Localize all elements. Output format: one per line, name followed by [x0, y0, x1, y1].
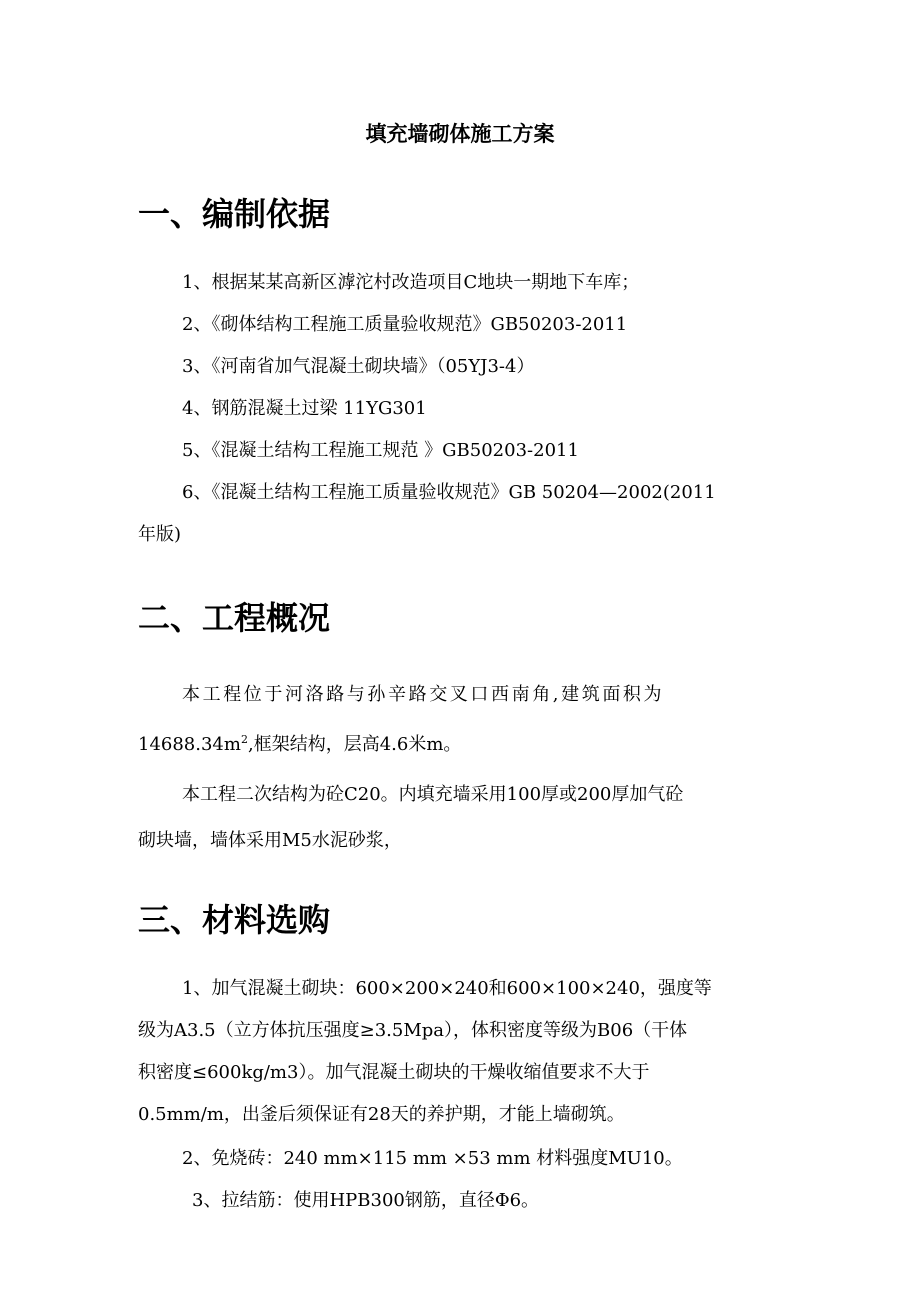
paragraph-line: 2、《砌体结构工程施工质量验收规范》GB50203-2011	[182, 314, 628, 335]
paragraph-line: 2、免烧砖：240 mm×115 mm ×53 mm 材料强度MU10。	[182, 1148, 683, 1169]
paragraph-line: 0.5mm/m，出釜后须保证有28天的养护期，才能上墙砌筑。	[138, 1104, 625, 1125]
paragraph-line: 年版)	[138, 524, 182, 545]
document-title: 填充墙砌体施工方案	[365, 122, 555, 146]
paragraph-line: 1、加气混凝土砌块：600×200×240和600×100×240，强度等	[182, 978, 712, 999]
paragraph-line: 级为A3.5（立方体抗压强度≥3.5Mpa），体积密度等级为B06（干体	[138, 1020, 688, 1041]
area-value: 14688.34m	[138, 734, 241, 755]
paragraph-line: 4、钢筋混凝土过梁 11YG301	[182, 398, 427, 419]
paragraph-line: 3、《河南省加气混凝土砌块墙》（05YJ3-4）	[182, 356, 535, 377]
paragraph-line: 3、拉结筋：使用HPB300钢筋，直径Φ6。	[192, 1190, 540, 1211]
section-heading-materials: 三、材料选购	[138, 901, 331, 939]
paragraph-line: 积密度≤600kg/m3）。加气混凝土砌块的干燥收缩值要求不大于	[138, 1062, 650, 1083]
paragraph-line	[138, 730, 461, 760]
section-heading-basis: 一、编制依据	[138, 195, 331, 233]
area-exponent: 2	[240, 733, 248, 746]
structure-text: ,框架结构，层高4.6米m。	[247, 734, 462, 755]
paragraph-line: 6、《混凝土结构工程施工质量验收规范》GB 50204—2002(2011	[182, 482, 716, 503]
paragraph-line: 5、《混凝土结构工程施工规范 》GB50203-2011	[182, 440, 579, 461]
paragraph-line: 1、根据某某高新区滹沱村改造项目C地块一期地下车库；	[182, 272, 640, 293]
paragraph-line: 本工程二次结构为砼C20。内填充墙采用100厚或200厚加气砼	[182, 784, 684, 805]
section-heading-overview: 二、工程概况	[138, 599, 331, 637]
paragraph-line: 本工程位于河洛路与孙辛路交叉口西南角,建筑面积为	[182, 684, 665, 705]
paragraph-line: 砌块墙，墙体采用M5水泥砂浆，	[138, 830, 402, 851]
